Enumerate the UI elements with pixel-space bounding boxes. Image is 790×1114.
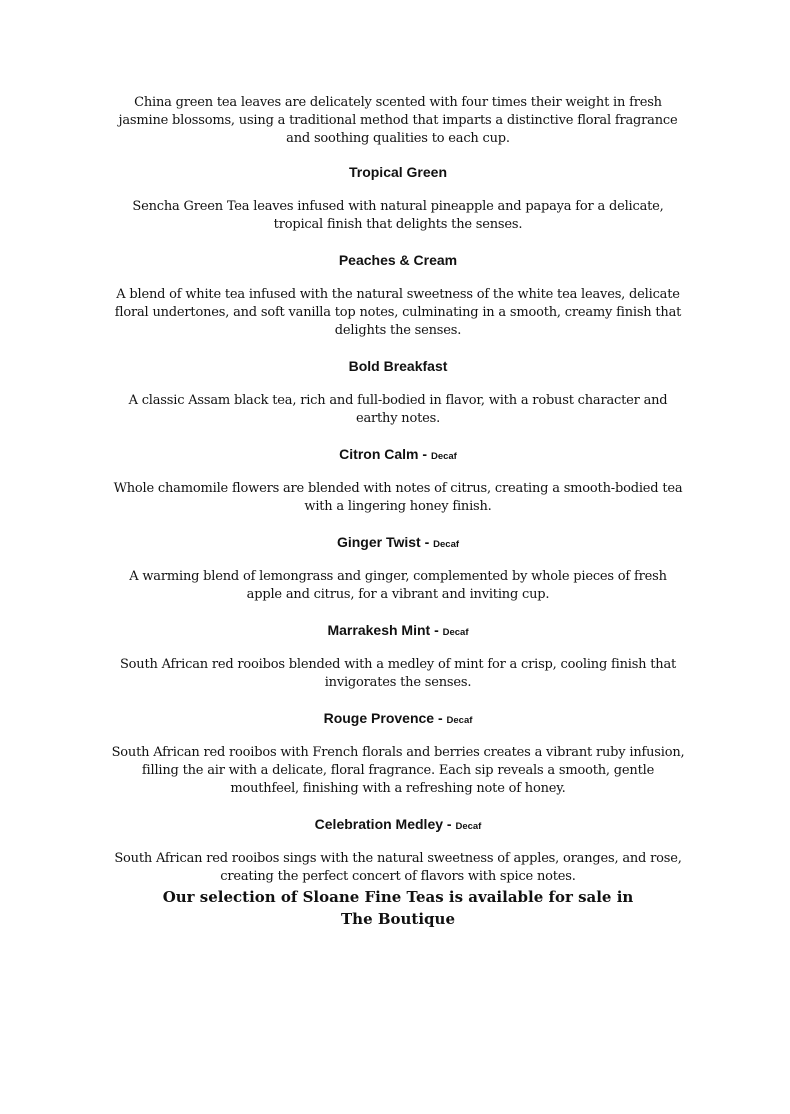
tea-description: A classic Assam black tea, rich and full-bodied in flavor, with a robust character and earthy notes. bbox=[128, 393, 668, 426]
tea-item-bold-breakfast bbox=[110, 356, 686, 428]
tea-name-label: Celebration Medley - bbox=[314, 816, 456, 832]
tea-name-label: Bold Breakfast bbox=[348, 358, 448, 374]
tea-item-rouge-provence bbox=[110, 708, 686, 798]
tea-description: Sencha Green Tea leaves infused with natural pineapple and papaya for a delicate, tropical finish that delights the senses. bbox=[132, 199, 664, 232]
boutique-note-line-2: The Boutique bbox=[341, 910, 455, 928]
tea-name-label: Tropical Green bbox=[348, 164, 448, 180]
tea-item-tropical-green bbox=[110, 162, 686, 234]
decaf-note: Decaf bbox=[442, 627, 469, 638]
tea-description: South African red rooibos sings with the natural sweetness of apples, oranges, and rose, creating the perfect concert of flavors with spice notes. bbox=[114, 851, 682, 884]
tea-list bbox=[110, 162, 686, 902]
tea-name bbox=[110, 250, 686, 273]
tea-item-celebration-medley bbox=[110, 814, 686, 886]
tea-name bbox=[110, 814, 686, 837]
tea-name bbox=[110, 620, 686, 643]
tea-description: South African red rooibos blended with a medley of mint for a crisp, cooling finish that invigorates the senses. bbox=[119, 657, 677, 690]
tea-description: A warming blend of lemongrass and ginger, complemented by whole pieces of fresh apple and citrus, for a vibrant and inviting cup. bbox=[129, 569, 667, 602]
tea-name bbox=[110, 356, 686, 379]
intro-description: China green tea leaves are delicately scented with four times their weight in fresh jasmine blossoms, using a traditional method that imparts a distinctive floral fragrance and soothing qualities to each cup. bbox=[118, 95, 678, 146]
tea-name-label: Marrakesh Mint - bbox=[327, 622, 443, 638]
tea-name-label: Peaches & Cream bbox=[338, 252, 458, 268]
tea-name bbox=[110, 708, 686, 731]
tea-name bbox=[110, 162, 686, 185]
decaf-note: Decaf bbox=[430, 451, 457, 462]
tea-name bbox=[110, 444, 686, 467]
tea-item-ginger-twist bbox=[110, 532, 686, 604]
tea-name-label: Citron Calm - bbox=[339, 446, 431, 462]
tea-item-citron-calm bbox=[110, 444, 686, 516]
tea-name-label: Ginger Twist - bbox=[336, 534, 434, 550]
decaf-note: Decaf bbox=[433, 539, 460, 550]
tea-name bbox=[110, 532, 686, 555]
tea-description: South African red rooibos with French florals and berries creates a vibrant ruby infusion, filling the air with a delicate, floral fragrance. Each sip reveals a smooth, gentle mouthfeel, finishing with a refreshing note of honey. bbox=[111, 745, 685, 796]
tea-description: Whole chamomile flowers are blended with notes of citrus, creating a smooth-bodied tea with a lingering honey finish. bbox=[113, 481, 683, 514]
tea-item-marrakesh-mint bbox=[110, 620, 686, 692]
tea-item-peaches-cream bbox=[110, 250, 686, 340]
tea-name-label: Rouge Provence - bbox=[323, 710, 447, 726]
tea-description: A blend of white tea infused with the natural sweetness of the white tea leaves, delicate floral undertones, and soft vanilla top notes, culminating in a smooth, creamy finish that delights the senses. bbox=[114, 287, 682, 338]
decaf-note: Decaf bbox=[446, 715, 473, 726]
boutique-note-line-1: Our selection of Sloane Fine Teas is available for sale in bbox=[162, 888, 634, 906]
decaf-note: Decaf bbox=[455, 821, 482, 832]
boutique-note bbox=[100, 886, 696, 930]
